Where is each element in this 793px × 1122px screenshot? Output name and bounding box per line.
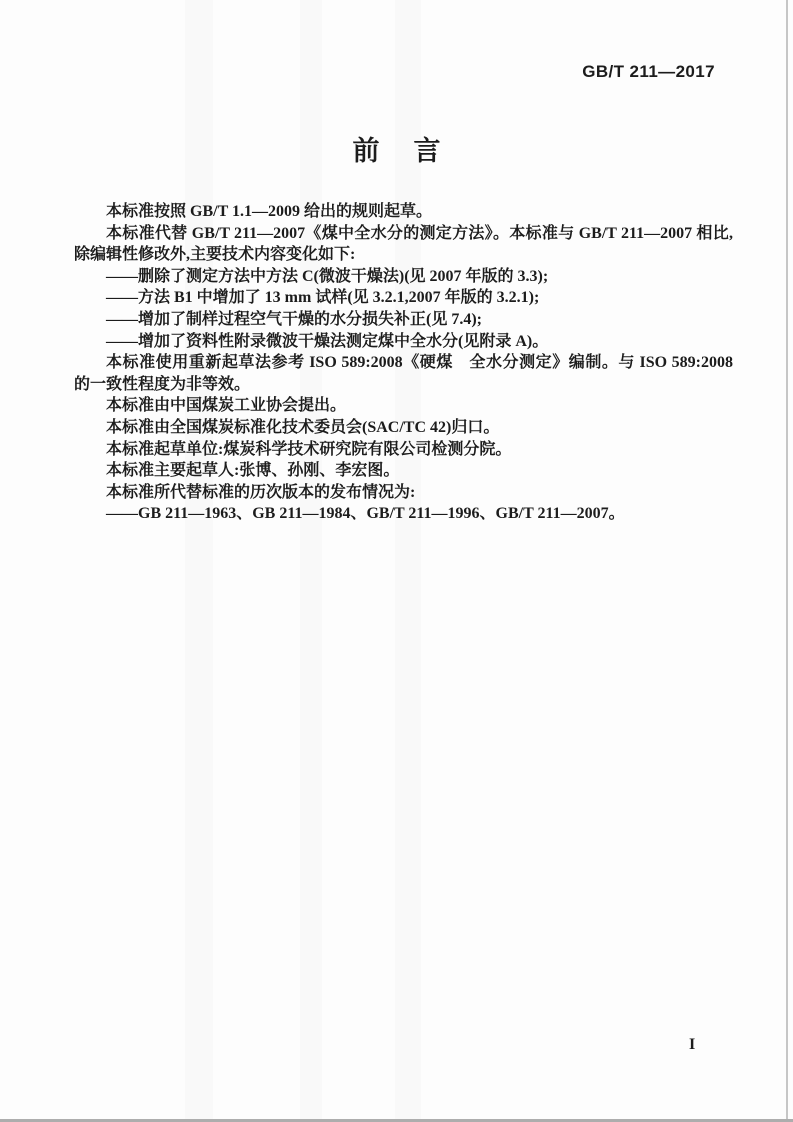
foreword-change-item: ——增加了资料性附录微波干燥法测定煤中全水分(见附录 A)。	[106, 332, 549, 350]
foreword-paragraph: 本标准由中国煤炭工业协会提出。	[106, 397, 347, 415]
page-title-char-1: 前	[352, 136, 380, 166]
foreword-change-item: ——增加了制样过程空气干燥的水分损失补正(见 7.4);	[106, 310, 482, 328]
foreword-paragraph: 本标准主要起草人:张博、孙刚、李宏图。	[106, 462, 400, 480]
foreword-history-item: ——GB 211—1963、GB 211—1984、GB/T 211—1996、GB/T 211—2007。	[106, 505, 625, 523]
scan-edge-right	[786, 0, 788, 1122]
foreword-body	[74, 201, 733, 525]
foreword-change-item: ——删除了测定方法中方法 C(微波干燥法)(见 2007 年版的 3.3);	[106, 267, 549, 285]
page-title-char-2: 言	[413, 136, 441, 166]
page-number: I	[689, 1036, 696, 1053]
foreword-paragraph: 本标准由全国煤炭标准化技术委员会(SAC/TC 42)归口。	[106, 418, 500, 436]
foreword-paragraph: 本标准按照 GB/T 1.1—2009 给出的规则起草。	[106, 203, 432, 220]
scan-streak	[185, 0, 213, 1122]
foreword-change-item: ——方法 B1 中增加了 13 mm 试样(见 3.2.1,2007 年版的 3.2.1);	[106, 289, 540, 307]
standard-code-header: GB/T 211—2017	[582, 62, 715, 81]
foreword-paragraph: 本标准代替 GB/T 211—2007《煤中全水分的测定方法》。本标准与 GB/T 211—2007 相比,除编辑性修改外,主要技术内容变化如下:	[74, 224, 733, 264]
page-title	[0, 135, 793, 167]
foreword-paragraph: 本标准起草单位:煤炭科学技术研究院有限公司检测分院。	[106, 440, 512, 458]
scan-streak	[395, 0, 421, 1122]
foreword-paragraph: 本标准所代替标准的历次版本的发布情况为:	[106, 483, 416, 501]
scan-streak	[300, 0, 322, 1122]
foreword-paragraph: 本标准使用重新起草法参考 ISO 589:2008《硬煤 全水分测定》编制。与 ISO 589:2008 的一致性程度为非等效。	[74, 354, 733, 393]
